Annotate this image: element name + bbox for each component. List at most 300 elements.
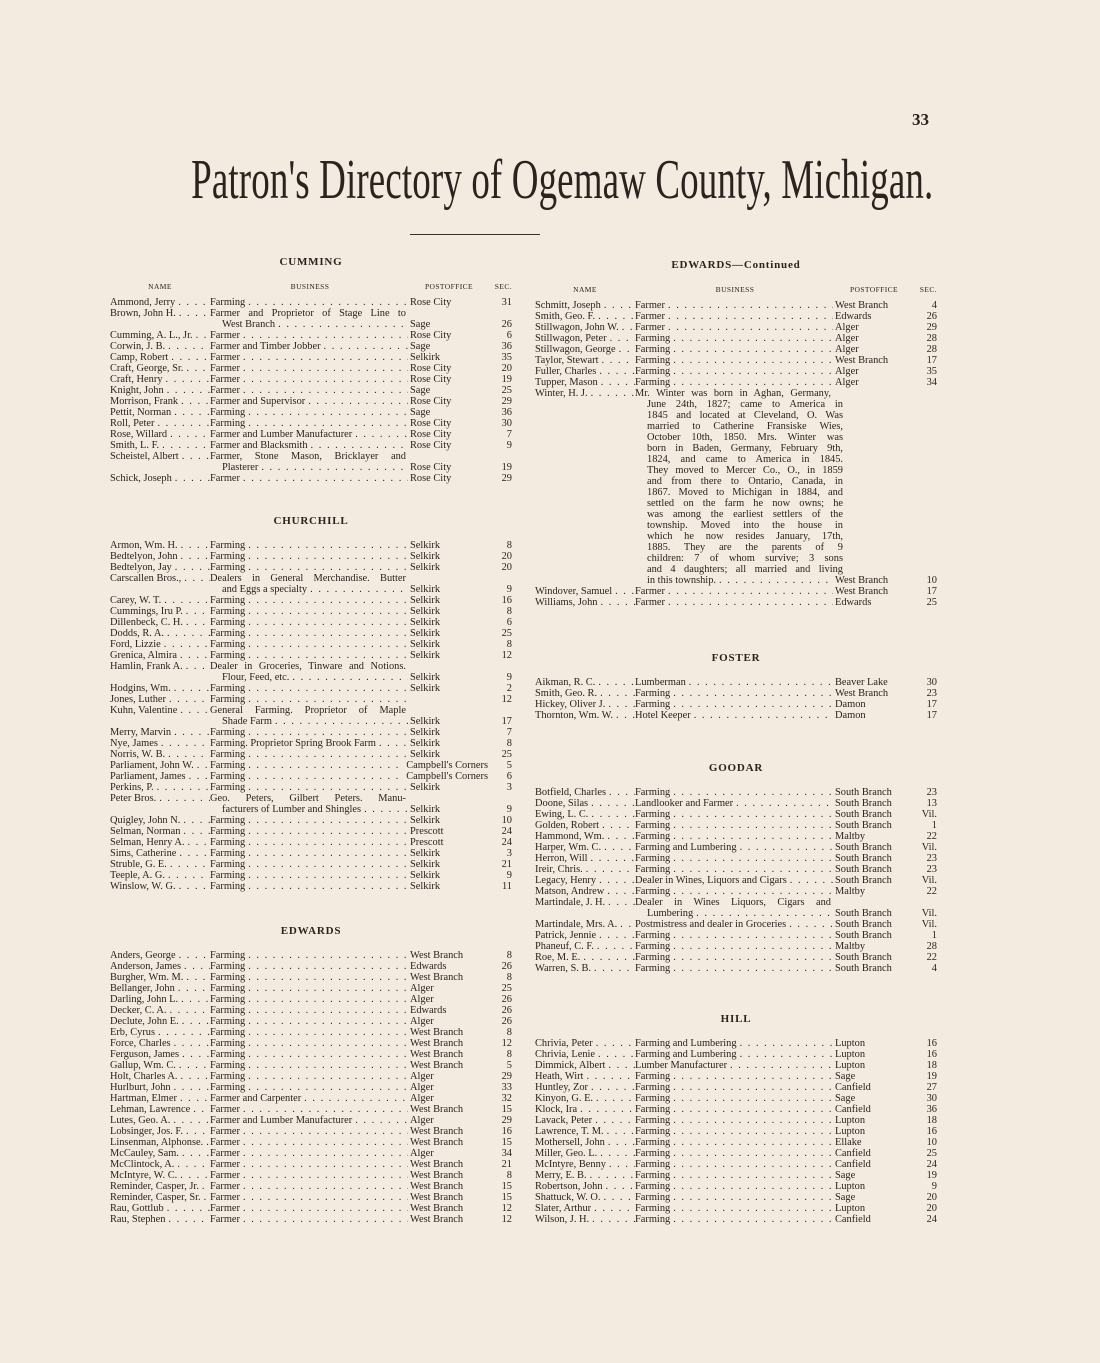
directory-entry: [110, 738, 512, 749]
entry-name: Hammond, Wm.: [535, 831, 605, 842]
header-business: BUSINESS: [290, 282, 330, 291]
entry-postoffice: Selkirk: [410, 815, 441, 826]
entry-business: Farming: [210, 650, 246, 661]
directory-entry: [110, 451, 512, 462]
name-cell: [110, 859, 210, 870]
name-cell: [535, 1071, 635, 1082]
name-cell: [110, 407, 210, 418]
directory-entry: [535, 597, 937, 608]
name-cell: [110, 473, 210, 484]
section-heading: EDWARDS: [280, 925, 342, 937]
name-cell: [110, 1027, 210, 1038]
name-cell: [110, 1126, 210, 1137]
dot-leader: [171, 727, 210, 738]
entry-name: McCauley, Sam.: [110, 1148, 179, 1159]
entry-name: Peter Bros.: [110, 793, 157, 804]
business-cell: [210, 1137, 408, 1148]
entry-business: Farming: [210, 617, 246, 628]
entry-business: Farming: [210, 826, 246, 837]
dot-leader: [245, 994, 408, 1005]
entry-postoffice: Lupton: [835, 1038, 866, 1049]
dot-leader: [240, 352, 408, 363]
entry-business: settled on the farm he now owns; he: [647, 498, 843, 509]
entry-business: was among the earliest settlers of the: [647, 509, 843, 520]
entry-name: Slater, Arthur: [535, 1203, 592, 1214]
entry-postoffice: Sage: [835, 1071, 856, 1082]
business-cell: [210, 1060, 408, 1071]
entry-name: Winter, H. J.: [535, 388, 588, 399]
entry-postoffice: Rose City: [410, 462, 452, 473]
dot-leader: [737, 1038, 833, 1049]
entry-section-number: 19: [501, 374, 512, 385]
directory-entry: [110, 1016, 512, 1027]
dot-leader: [240, 1159, 408, 1170]
entry-postoffice: Rose City: [410, 297, 452, 308]
dot-leader: [588, 388, 635, 399]
dot-leader: [181, 573, 210, 584]
entry-postoffice: Alger: [410, 1115, 434, 1126]
business-cell: [635, 820, 833, 831]
entry-section-number: 30: [501, 418, 512, 429]
directory-entry: [110, 683, 512, 694]
name-cell: [535, 509, 635, 520]
dot-leader: [308, 440, 408, 451]
entry-business: Farmer: [210, 473, 241, 484]
section-hill: [535, 1012, 937, 1225]
directory-entry: [110, 330, 512, 341]
business-cell: [635, 542, 937, 553]
entry-business: Farming: [635, 699, 671, 710]
business-cell: [635, 575, 833, 586]
entry-business: Farming: [635, 333, 671, 344]
section-edwards: [110, 924, 512, 1225]
entry-postoffice: Selkirk: [410, 650, 441, 661]
name-cell: [535, 864, 635, 875]
business-cell: [635, 520, 937, 531]
entry-business: Lumbering: [647, 908, 694, 919]
dot-leader: [670, 1192, 833, 1203]
entry-name: Craft, George, Sr.: [110, 363, 184, 374]
name-cell: [535, 1148, 635, 1159]
dot-leader: [587, 1170, 635, 1181]
entry-section-number: 16: [926, 1049, 937, 1060]
dot-leader: [240, 363, 408, 374]
entry-postoffice: South Branch: [835, 963, 892, 974]
entry-postoffice: Sage: [410, 341, 431, 352]
dot-leader: [604, 1126, 635, 1137]
entry-section-number: 19: [501, 462, 512, 473]
name-cell: [110, 727, 210, 738]
entry-name: Mothersell, John: [535, 1137, 605, 1148]
directory-entry: [535, 809, 937, 820]
entry-business: Farming: [635, 1093, 671, 1104]
entry-section-number: 33: [501, 1082, 512, 1093]
dot-leader: [179, 1049, 210, 1060]
entry-name: Merry, E. B.: [535, 1170, 587, 1181]
name-cell: [110, 1082, 210, 1093]
business-cell: [210, 1005, 408, 1016]
entry-section-number: 8: [506, 972, 512, 983]
dot-leader: [617, 919, 635, 930]
dot-leader: [245, 1049, 408, 1060]
entry-postoffice: Rose City: [410, 396, 452, 407]
name-cell: [535, 1104, 635, 1115]
entry-section-number: 9: [931, 1181, 937, 1192]
entry-name: Aikman, R. C.: [535, 677, 596, 688]
entry-business: Landlooker and Farmer: [635, 798, 734, 809]
directory-entry: [110, 429, 512, 440]
directory-entry: [110, 617, 512, 628]
directory-entry: [110, 994, 512, 1005]
entry-business: Farming: [635, 787, 671, 798]
dot-leader: [733, 798, 833, 809]
business-cell: [210, 319, 408, 330]
dot-leader: [245, 950, 408, 961]
business-cell: [635, 897, 937, 908]
business-cell: [635, 1104, 833, 1115]
dot-leader: [670, 1137, 833, 1148]
title-divider: [410, 234, 540, 235]
name-cell: [535, 1159, 635, 1170]
entry-business: Farmer and Proprietor of Stage Line to: [210, 308, 406, 319]
entry-postoffice: Alger: [410, 1071, 434, 1082]
entry-continuation: [535, 432, 937, 443]
entry-postoffice: Beaver Lake: [835, 677, 888, 688]
entry-section-number: 26: [926, 311, 937, 322]
entry-business: Farming: [210, 683, 246, 694]
entry-business: Farming: [210, 540, 246, 551]
directory-entry: [110, 859, 512, 870]
entry-postoffice: South Branch: [835, 875, 892, 886]
entry-business: Farming: [635, 1126, 671, 1137]
entry-section-number: Vil.: [921, 919, 937, 930]
entry-business: Farming: [635, 1192, 671, 1203]
directory-entry: [535, 853, 937, 864]
entry-business: Dealers in General Merchandise. Butter: [210, 573, 406, 584]
directory-entry: [110, 1082, 512, 1093]
name-cell: [110, 385, 210, 396]
dot-leader: [601, 842, 635, 853]
entry-section-number: 12: [501, 1214, 512, 1225]
business-cell: [635, 1148, 833, 1159]
entry-section-number: 8: [506, 1049, 512, 1060]
business-cell: [635, 798, 833, 809]
entry-business: Farming: [635, 963, 671, 974]
entry-continuation: [535, 564, 937, 575]
dot-leader: [583, 1071, 635, 1082]
entry-postoffice: Selkirk: [410, 881, 441, 892]
entry-section-number: 7: [506, 429, 512, 440]
dot-leader: [670, 366, 833, 377]
entry-section-number: 4: [931, 963, 937, 974]
dot-leader: [166, 1005, 210, 1016]
dot-leader: [245, 650, 408, 661]
business-cell: [210, 760, 404, 771]
dot-leader: [258, 462, 408, 473]
entry-business: Farming: [210, 1027, 246, 1038]
entry-section-number: 26: [501, 319, 512, 330]
directory-entry: [535, 366, 937, 377]
business-cell: [210, 1027, 408, 1038]
name-cell: [535, 333, 635, 344]
name-cell: [535, 410, 635, 421]
name-cell: [110, 363, 210, 374]
business-cell: [210, 848, 408, 859]
entry-section-number: 25: [501, 749, 512, 760]
name-cell: [110, 396, 210, 407]
entry-business: Farming: [635, 952, 671, 963]
entry-name: McIntyre, W. C.: [110, 1170, 178, 1181]
business-cell: [635, 344, 833, 355]
directory-entry: [535, 1060, 937, 1071]
dot-leader: [172, 562, 210, 573]
entry-business: Shade Farm: [222, 716, 272, 727]
entry-business: Farming: [210, 727, 246, 738]
directory-entry: [535, 1082, 937, 1093]
directory-entry: [535, 1203, 937, 1214]
business-cell: [210, 1093, 408, 1104]
entry-postoffice: West Branch: [410, 1203, 464, 1214]
entry-name: Declute, John E.: [110, 1016, 179, 1027]
entry-section-number: 13: [926, 798, 937, 809]
entry-postoffice: West Branch: [410, 1137, 464, 1148]
name-cell: [535, 586, 635, 597]
entry-name: Lehman, Lawrence: [110, 1104, 191, 1115]
entry-business: Farming: [210, 983, 246, 994]
name-cell: [110, 661, 210, 672]
entry-name: Stillwagon, John W.: [535, 322, 619, 333]
entry-name: Shattuck, W. O.: [535, 1192, 601, 1203]
entry-business: Farming: [635, 1148, 671, 1159]
entry-name: Roll, Peter: [110, 418, 155, 429]
entry-postoffice: West Branch: [835, 575, 889, 586]
entry-postoffice: West Branch: [835, 355, 889, 366]
entry-name: Matson, Andrew: [535, 886, 605, 897]
entry-business: Farmer: [210, 1126, 241, 1137]
directory-entry: [110, 837, 512, 848]
entry-name: Fuller, Charles: [535, 366, 597, 377]
entry-business: Farming: [210, 551, 246, 562]
entry-continuation: [535, 498, 937, 509]
entry-section-number: 10: [501, 815, 512, 826]
directory-entry: [110, 573, 512, 584]
entry-name: Hamlin, Frank A.: [110, 661, 183, 672]
entry-name: Merry, Marvin: [110, 727, 172, 738]
directory-entry: [110, 1192, 512, 1203]
name-cell: [110, 418, 210, 429]
business-cell: [635, 597, 833, 608]
entry-business: Farmer and Carpenter: [210, 1093, 302, 1104]
entry-business: Farming: [210, 950, 246, 961]
entry-postoffice: South Branch: [835, 919, 892, 930]
directory-entry: [110, 1071, 512, 1082]
directory-entry: [535, 831, 937, 842]
entry-business: Postmistress and dealer in Groceries: [635, 919, 787, 930]
directory-entry: [110, 595, 512, 606]
dot-leader: [165, 1214, 210, 1225]
business-cell: [635, 1049, 833, 1060]
business-cell: [210, 983, 408, 994]
dot-leader: [245, 815, 408, 826]
entry-name: Lawrence, T. M.: [535, 1126, 604, 1137]
business-cell: [210, 462, 408, 473]
dot-leader: [176, 848, 210, 859]
entry-postoffice: South Branch: [835, 787, 892, 798]
name-cell: [535, 710, 635, 721]
directory-entry: [110, 551, 512, 562]
dot-leader: [670, 1214, 833, 1225]
business-cell: [210, 396, 408, 407]
entry-business: Farming: [635, 688, 671, 699]
entry-continuation: [110, 672, 512, 683]
entry-business: Farming: [210, 760, 246, 771]
entry-name: Patrick, Jennie: [535, 930, 597, 941]
dot-leader: [665, 311, 833, 322]
section-heading: HILL: [720, 1013, 752, 1025]
entry-name: Lutes, Geo. A.: [110, 1115, 171, 1126]
entry-name: Reminder, Casper, Jr.: [110, 1181, 199, 1192]
entry-section-number: 22: [926, 952, 937, 963]
entry-name: Bellanger, John: [110, 983, 175, 994]
dot-leader: [596, 930, 635, 941]
entry-name: Linsenman, Alphonse.: [110, 1137, 204, 1148]
entry-name: Darling, John L.: [110, 994, 179, 1005]
dot-leader: [171, 683, 210, 694]
dot-leader: [606, 1159, 635, 1170]
dot-leader: [183, 606, 210, 617]
dot-leader: [691, 710, 833, 721]
name-cell: [110, 451, 210, 462]
entry-name: Williams, John: [535, 597, 598, 608]
name-cell: [110, 297, 210, 308]
name-cell: [110, 683, 210, 694]
dot-leader: [598, 597, 635, 608]
business-cell: [210, 1203, 408, 1214]
entry-name: Force, Charles: [110, 1038, 171, 1049]
name-cell: [535, 531, 635, 542]
name-cell: [110, 595, 210, 606]
column-headers: [110, 281, 512, 293]
entry-section-number: 9: [506, 672, 512, 683]
business-cell: [210, 727, 408, 738]
entry-section-number: 22: [926, 886, 937, 897]
entry-postoffice: South Branch: [835, 842, 892, 853]
entry-name: Scheistel, Albert: [110, 451, 179, 462]
dot-leader: [670, 864, 833, 875]
entry-name: Hurlburt, John: [110, 1082, 171, 1093]
entry-postoffice: Lupton: [835, 1181, 866, 1192]
business-cell: [210, 815, 408, 826]
dot-leader: [179, 1148, 210, 1159]
entry-section-number: 23: [926, 787, 937, 798]
directory-entry: [535, 377, 937, 388]
dot-leader: [596, 875, 635, 886]
entry-business: They moved to Mercer Co., O., in 1859: [647, 465, 843, 476]
name-cell: [110, 308, 210, 319]
header-name: NAME: [148, 282, 172, 291]
entry-business: Farming: [635, 853, 671, 864]
entry-postoffice: Maltby: [835, 886, 866, 897]
dot-leader: [245, 628, 408, 639]
entry-postoffice: South Branch: [835, 820, 892, 831]
entry-business: Farming: [210, 418, 246, 429]
directory-entry: [110, 1170, 512, 1181]
dot-leader: [178, 540, 210, 551]
entry-business: Farming: [210, 837, 246, 848]
dot-leader: [591, 1203, 635, 1214]
entry-business: Farming: [210, 1060, 246, 1071]
dot-leader: [245, 1082, 408, 1093]
dot-leader: [588, 798, 635, 809]
entry-postoffice: Canfield: [835, 1159, 871, 1170]
business-cell: [210, 440, 408, 451]
entry-section-number: 29: [501, 1071, 512, 1082]
entry-name: McIntyre, Benny: [535, 1159, 606, 1170]
entry-postoffice: West Branch: [410, 1214, 464, 1225]
entry-postoffice: Selkirk: [410, 595, 441, 606]
entry-section-number: 8: [506, 639, 512, 650]
entry-postoffice: Alger: [835, 333, 859, 344]
entry-name: Dimmick, Albert: [535, 1060, 606, 1071]
dot-leader: [307, 584, 408, 595]
dot-leader: [301, 1093, 408, 1104]
entry-name: Gallup, Wm. C.: [110, 1060, 176, 1071]
business-cell: [210, 870, 408, 881]
business-cell: [210, 451, 512, 462]
entry-section-number: 25: [501, 385, 512, 396]
business-cell: [635, 699, 833, 710]
business-cell: [635, 421, 937, 432]
dot-leader: [594, 941, 635, 952]
name-cell: [535, 941, 635, 952]
dot-leader: [165, 870, 210, 881]
business-cell: [635, 842, 833, 853]
business-cell: [210, 1170, 408, 1181]
entry-postoffice: Alger: [410, 1093, 434, 1104]
entry-name: Camp, Robert: [110, 352, 169, 363]
business-cell: [210, 1104, 408, 1115]
business-cell: [635, 1082, 833, 1093]
entry-postoffice: West Branch: [835, 586, 889, 597]
dot-leader: [665, 597, 833, 608]
business-cell: [210, 341, 408, 352]
entry-section-number: 9: [506, 440, 512, 451]
entry-section-number: 23: [926, 688, 937, 699]
directory-entry: [535, 1159, 937, 1170]
entry-section-number: Vil.: [921, 875, 937, 886]
business-cell: [210, 771, 404, 782]
name-cell: [110, 782, 210, 793]
directory-entry: [110, 1126, 512, 1137]
entry-business: Farmer: [210, 1203, 241, 1214]
entry-name: Anders, George: [110, 950, 176, 961]
business-cell: [210, 595, 408, 606]
directory-entry: [110, 628, 512, 639]
directory-entry: [535, 1170, 937, 1181]
business-cell: [210, 793, 512, 804]
entry-business: Farming: [635, 820, 671, 831]
business-cell: [635, 377, 833, 388]
entry-section-number: 18: [926, 1060, 937, 1071]
business-cell: [635, 410, 937, 421]
name-cell: [110, 1115, 210, 1126]
dot-leader: [245, 1071, 408, 1082]
entry-continuation: [535, 443, 937, 454]
entry-section-number: 10: [926, 1137, 937, 1148]
dot-leader: [199, 1181, 210, 1192]
business-cell: [635, 454, 937, 465]
business-cell: [635, 388, 937, 399]
